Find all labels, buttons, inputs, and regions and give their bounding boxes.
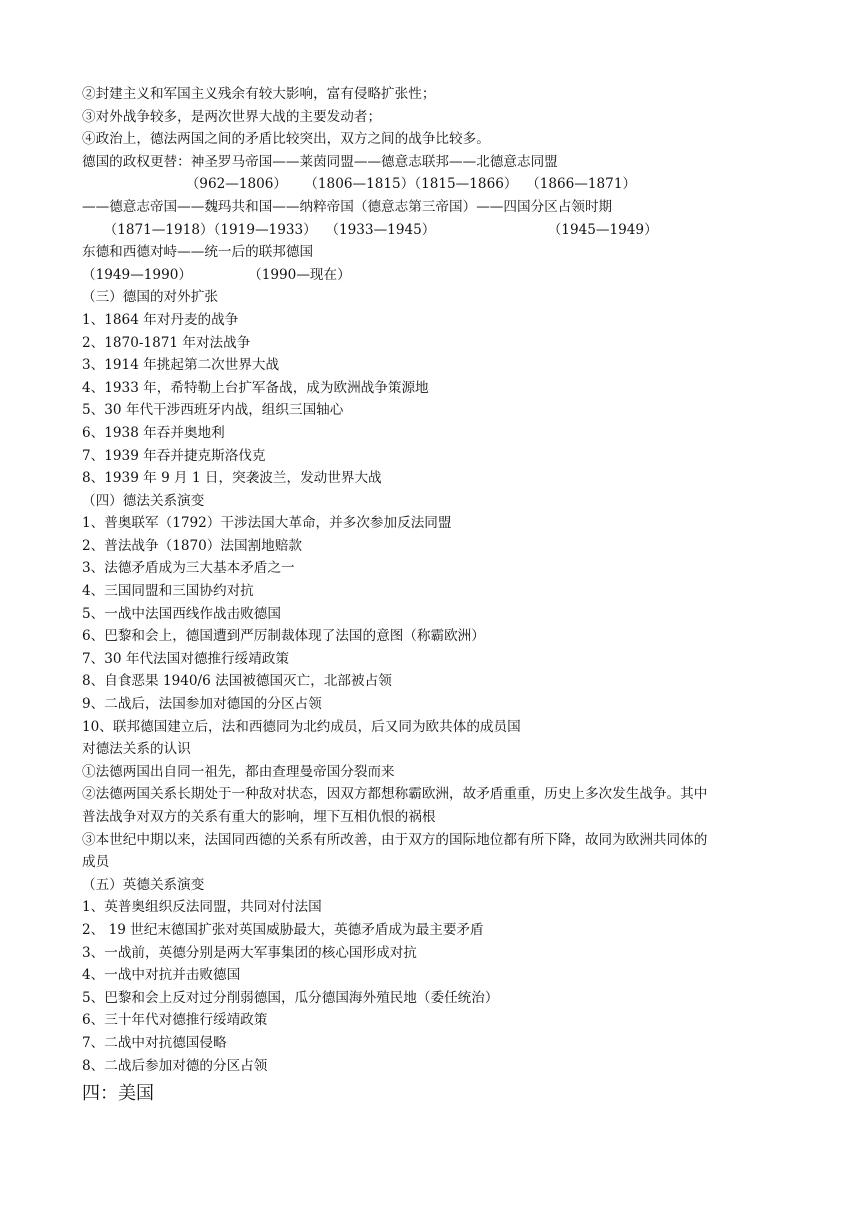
text-line: 8、1939 年 9 月 1 日，突袭波兰，发动世界大战 bbox=[82, 470, 382, 487]
document-body bbox=[82, 83, 782, 1077]
text-line: 3、1914 年挑起第二次世界大战 bbox=[82, 357, 280, 374]
text-line: 6、1938 年吞并奥地利 bbox=[82, 424, 225, 441]
text-line: 1、英普奥组织反法同盟，共同对付法国 bbox=[82, 899, 322, 916]
text-line: ——德意志帝国——魏玛共和国——纳粹帝国（德意志第三帝国）——四国分区占领时期 bbox=[82, 198, 613, 215]
text-line: 8、二战后参加对德的分区占领 bbox=[82, 1057, 268, 1074]
text-line: ③本世纪中期以来，法国同西德的关系有所改善，由于双方的国际地位都有所下降，故同为欧洲共同体的 bbox=[82, 831, 708, 848]
text-line: 2、 19 世纪末德国扩张对英国威胁最大，英德矛盾成为最主要矛盾 bbox=[82, 921, 484, 938]
text-line: 4、一战中对抗并击败德国 bbox=[82, 967, 241, 984]
text-line: ④政治上，德法两国之间的矛盾比较突出，双方之间的战争比较多。 bbox=[82, 131, 490, 148]
text-line: 东德和西德对峙——统一后的联邦德国 bbox=[82, 244, 314, 261]
text-line: （五）英德关系演变 bbox=[82, 876, 205, 893]
text-line: 3、法德矛盾成为三大基本矛盾之一 bbox=[82, 560, 295, 577]
document-page bbox=[82, 83, 782, 1109]
text-line: 5、一战中法国西线作战击败德国 bbox=[82, 605, 281, 622]
text-line: 1、1864 年对丹麦的战争 bbox=[82, 311, 239, 328]
text-line: 3、一战前，英德分别是两大军事集团的核心国形成对抗 bbox=[82, 944, 417, 961]
text-line: 5、巴黎和会上反对过分削弱德国，瓜分德国海外殖民地（委任统治） bbox=[82, 989, 499, 1006]
text-line: 1、普奥联军（1792）干涉法国大革命，并多次参加反法同盟 bbox=[82, 515, 452, 532]
text-line: 6、巴黎和会上，德国遭到严厉制裁体现了法国的意图（称霸欧洲） bbox=[82, 628, 485, 645]
text-line: 2、普法战争（1870）法国割地赔款 bbox=[82, 537, 302, 554]
text-line: （四）德法关系演变 bbox=[82, 492, 205, 509]
text-line: ②封建主义和军国主义残余有较大影响，富有侵略扩张性； bbox=[82, 86, 436, 102]
text-line: （1871—1918）（1919—1933） （1933—1945） （1945—1949） bbox=[82, 221, 658, 238]
text-line: （962—1806） （1806—1815）（1815—1866） （1866—1871） bbox=[82, 176, 637, 193]
text-line: 5、30 年代干涉西班牙内战，组织三国轴心 bbox=[82, 402, 344, 419]
text-line: 对德法关系的认识 bbox=[82, 741, 191, 758]
text-line: 7、二战中对抗德国侵略 bbox=[82, 1034, 227, 1051]
text-line: 2、1870-1871 年对法战争 bbox=[82, 334, 251, 351]
text-line: （三）德国的对外扩张 bbox=[82, 289, 218, 306]
text-line: 10、联邦德国建立后，法和西德同为北约成员，后又同为欧共体的成员国 bbox=[82, 718, 521, 735]
text-line: 成员 bbox=[82, 854, 110, 871]
text-line: 7、30 年代法国对德推行绥靖政策 bbox=[82, 650, 289, 667]
text-line: 德国的政权更替：神圣罗马帝国——莱茵同盟——德意志联邦——北德意志同盟 bbox=[82, 153, 558, 170]
text-line: 4、三国同盟和三国协约对抗 bbox=[82, 583, 254, 600]
text-line: 9、二战后，法国参加对德国的分区占领 bbox=[82, 696, 322, 713]
text-line: （1949—1990） （1990—现在） bbox=[82, 266, 351, 283]
text-line: 8、自食恶果 1940/6 法国被德国灭亡，北部被占领 bbox=[82, 673, 392, 690]
text-line: 7、1939 年吞并捷克斯洛伐克 bbox=[82, 447, 266, 464]
text-line: ①法德两国出自同一祖先，都由查理曼帝国分裂而来 bbox=[82, 763, 395, 780]
text-line: 4、1933 年，希特勒上台扩军备战，成为欧洲战争策源地 bbox=[82, 379, 429, 396]
section-heading: 四：美国 bbox=[82, 1083, 154, 1105]
text-line: ②法德两国关系长期处于一种敌对状态，因双方都想称霸欧洲，故矛盾重重，历史上多次发生战争。其中 bbox=[82, 786, 708, 803]
text-line: 6、三十年代对德推行绥靖政策 bbox=[82, 1012, 268, 1029]
text-line: 普法战争对双方的关系有重大的影响，埋下互相仇恨的祸根 bbox=[82, 809, 436, 825]
text-line: ③对外战争较多，是两次世界大战的主要发动者； bbox=[82, 108, 382, 125]
